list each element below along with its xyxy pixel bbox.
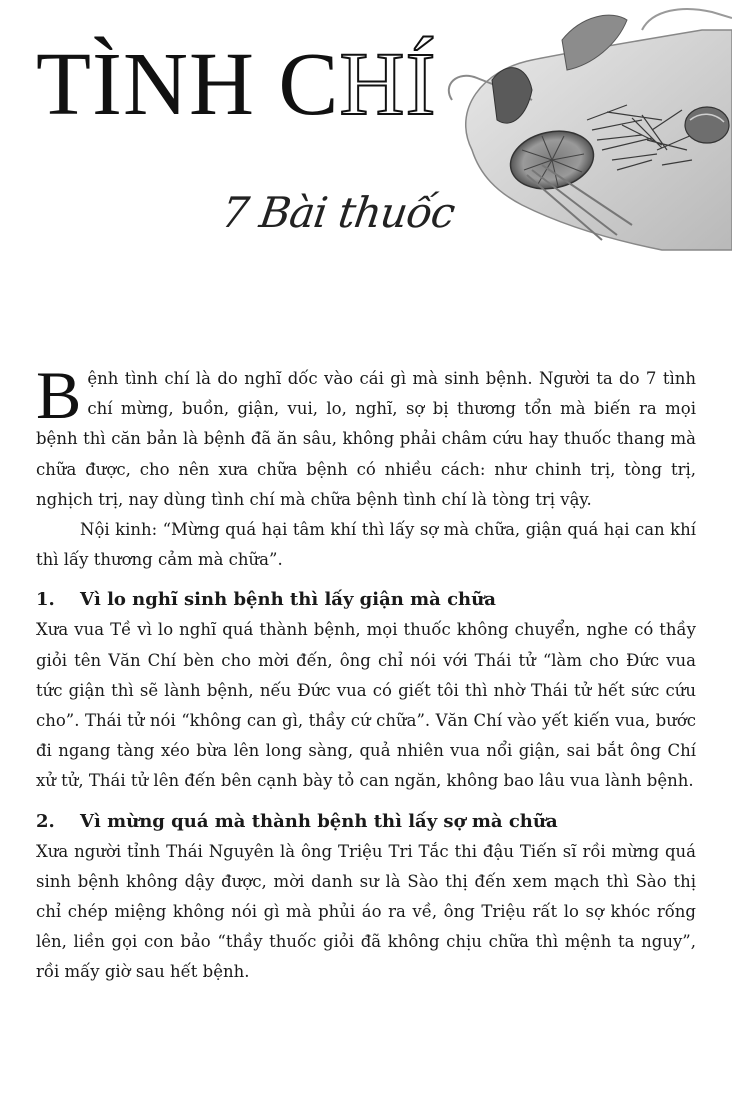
section-title: Vì lo nghĩ sinh bệnh thì lấy giận mà chữa bbox=[80, 589, 496, 611]
section-number: 2. bbox=[36, 810, 55, 832]
intro-paragraph bbox=[36, 357, 696, 515]
remedy-section-1 bbox=[36, 585, 696, 796]
section-body: Xưa vua Tề vì lo nghĩ quá thành bệnh, mọi thuốc không chuyển, nghe có thầy giỏi tên Văn Chí bèn cho mời đến, ông chỉ nói với Thái tử “làm cho Đức vua tức giận thì sẽ lành bệnh, nếu Đức vua có giết tôi thì nhờ Thái tử hết sức cứu cho”. Thái tử nói “không can gì, thầy cứ chữa”. Văn Chí vào yết kiến vua, bước đi ngang tàng xéo bừa lên long sàng, quả nhiên vua nổi giận, sai bắt ông Chí xử tử, Thái tử lên đến bên cạnh bày tỏ can ngăn, không bao lâu vua lành bệnh. bbox=[36, 620, 696, 791]
section-body: Xưa người tỉnh Thái Nguyên là ông Triệu Tri Tắc thi đậu Tiến sĩ rồi mừng quá sinh bệnh không dậy được, mời danh sư là Sào thị đến xem mạch thì Sào thị chỉ chép miệng không nói gì mà phủi áo ra về, ông Triệu rất lo sợ khóc rống lên, liền gọi con bảo “thầy thuốc giỏi đã không chịu chữa thì mệnh ta nguy”, rồi mấy giờ sau hết bệnh. bbox=[36, 841, 696, 982]
chapter-subtitle: 7 Bài thuốc bbox=[218, 188, 458, 237]
drop-cap: B bbox=[36, 357, 82, 433]
section-heading bbox=[36, 807, 696, 837]
quote-paragraph: Nội kinh: “Mừng quá hại tâm khí thì lấy sợ mà chữa, giận quá hại can khí thì lấy thương cảm mà chữa”. bbox=[36, 520, 696, 570]
section-number: 1. bbox=[36, 589, 55, 611]
section-title: Vì mừng quá mà thành bệnh thì lấy sợ mà chữa bbox=[80, 810, 558, 832]
section-heading bbox=[36, 585, 696, 615]
herbal-hand-illustration bbox=[412, 0, 732, 260]
intro-text: ệnh tình chí là do nghĩ dốc vào cái gì mà sinh bệnh. Người ta do 7 tình chí mừng, buồn, giận, vui, lo, nghĩ, sợ bị thương tổn mà biến ra mọi bệnh thì căn bản là bệnh đã ăn sâu, không phải châm cứu hay thuốc thang mà chữa được, cho nên xưa chữa bệnh có nhiều cách: như chinh trị, tòng trị, nghịch trị, nay dùng tình chí mà chữa bệnh tình chí là tòng trị vậy. bbox=[36, 369, 696, 509]
remedy-section-2 bbox=[36, 807, 696, 988]
main-text bbox=[36, 357, 696, 988]
chapter-title: TÌNH CHÍ bbox=[36, 35, 437, 134]
